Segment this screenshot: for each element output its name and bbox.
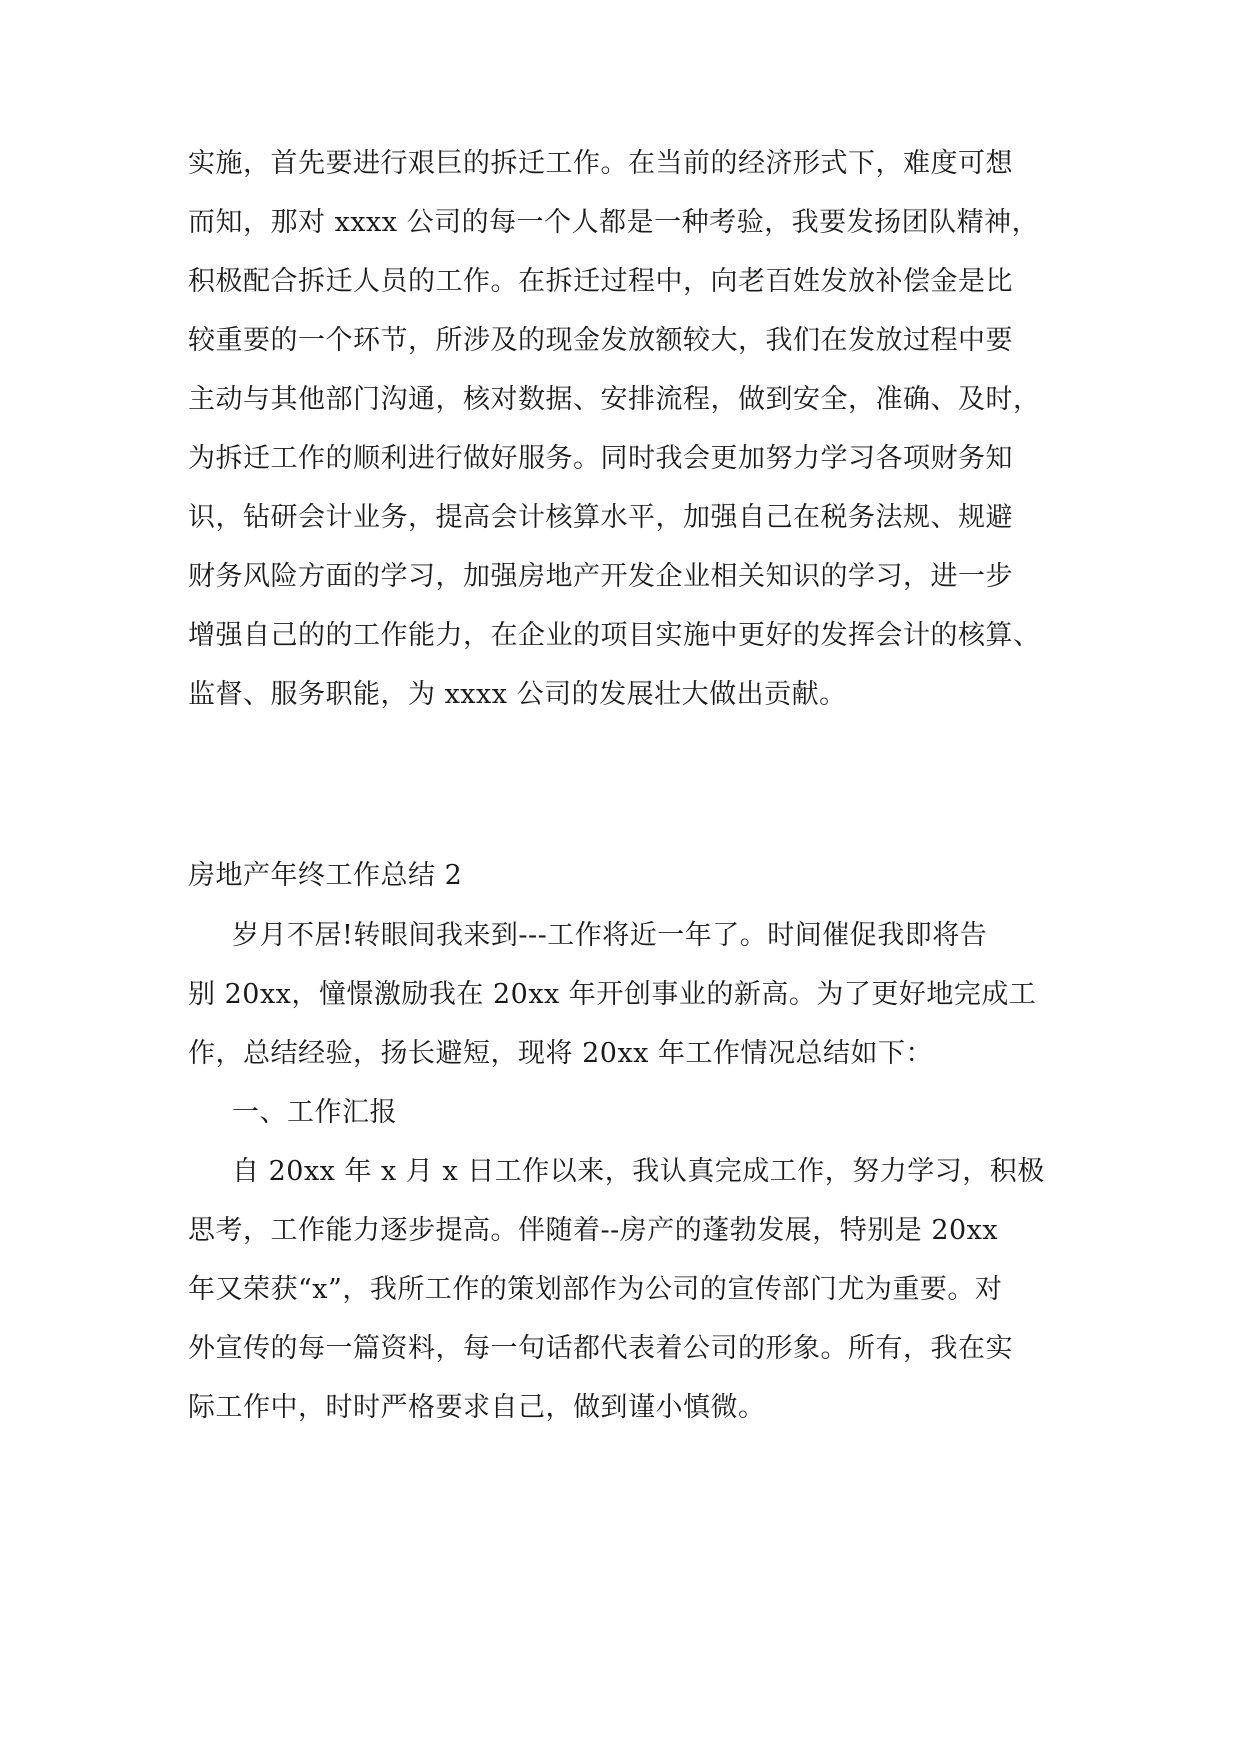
paragraph-line: 外宣传的每一篇资料，每一句话都代表着公司的形象。所有，我在实 — [188, 1333, 1013, 1364]
paragraph-line: 较重要的一个环节，所涉及的现金发放额较大，我们在发放过程中要 — [188, 325, 1013, 356]
paragraph-line: 为拆迁工作的顺利进行做好服务。同时我会更加努力学习各项财务知 — [188, 443, 1013, 474]
paragraph-line: 主动与其他部门沟通，核对数据、安排流程，做到安全，准确、及时， — [188, 384, 1041, 415]
paragraph-line: 识，钻研会计业务，提高会计核算水平，加强自己在税务法规、规避 — [188, 502, 1013, 533]
paragraph-line: 自 20xx 年 x 月 x 日工作以来，我认真完成工作，努力学习，积极 — [232, 1156, 1045, 1187]
paragraph-line: 增强自己的的工作能力，在企业的项目实施中更好的发挥会计的核算、 — [188, 620, 1041, 651]
paragraph-line: 别 20xx，憧憬激励我在 20xx 年开创事业的新高。为了更好地完成工 — [188, 979, 1037, 1010]
paragraph-line: 作，总结经验，扬长避短，现将 20xx 年工作情况总结如下： — [188, 1038, 933, 1069]
paragraph-line: 岁月不居!转眼间我来到---工作将近一年了。时间催促我即将告 — [232, 920, 988, 951]
paragraph-line: 际工作中，时时严格要求自己，做到谨小慎微。 — [188, 1392, 766, 1423]
paragraph-line: 思考，工作能力逐步提高。伴随着--房产的蓬勃发展，特别是 20xx — [188, 1215, 999, 1246]
paragraph-line: 实施，首先要进行艰巨的拆迁工作。在当前的经济形式下，难度可想 — [188, 148, 1013, 179]
paragraph-line: 监督、服务职能，为 xxxx 公司的发展壮大做出贡献。 — [188, 679, 847, 710]
paragraph-line: 而知，那对 xxxx 公司的每一个人都是一种考验，我要发扬团队精神， — [188, 207, 1040, 238]
paragraph-line: 年又荣获“x”，我所工作的策划部作为公司的宣传部门尤为重要。对 — [188, 1274, 1003, 1305]
section-title: 房地产年终工作总结 2 — [188, 860, 463, 891]
paragraph-line: 财务风险方面的学习，加强房地产开发企业相关知识的学习，进一步 — [188, 561, 1013, 592]
paragraph-line: 积极配合拆迁人员的工作。在拆迁过程中，向老百姓发放补偿金是比 — [188, 266, 1013, 297]
subsection-heading: 一、工作汇报 — [232, 1097, 397, 1128]
